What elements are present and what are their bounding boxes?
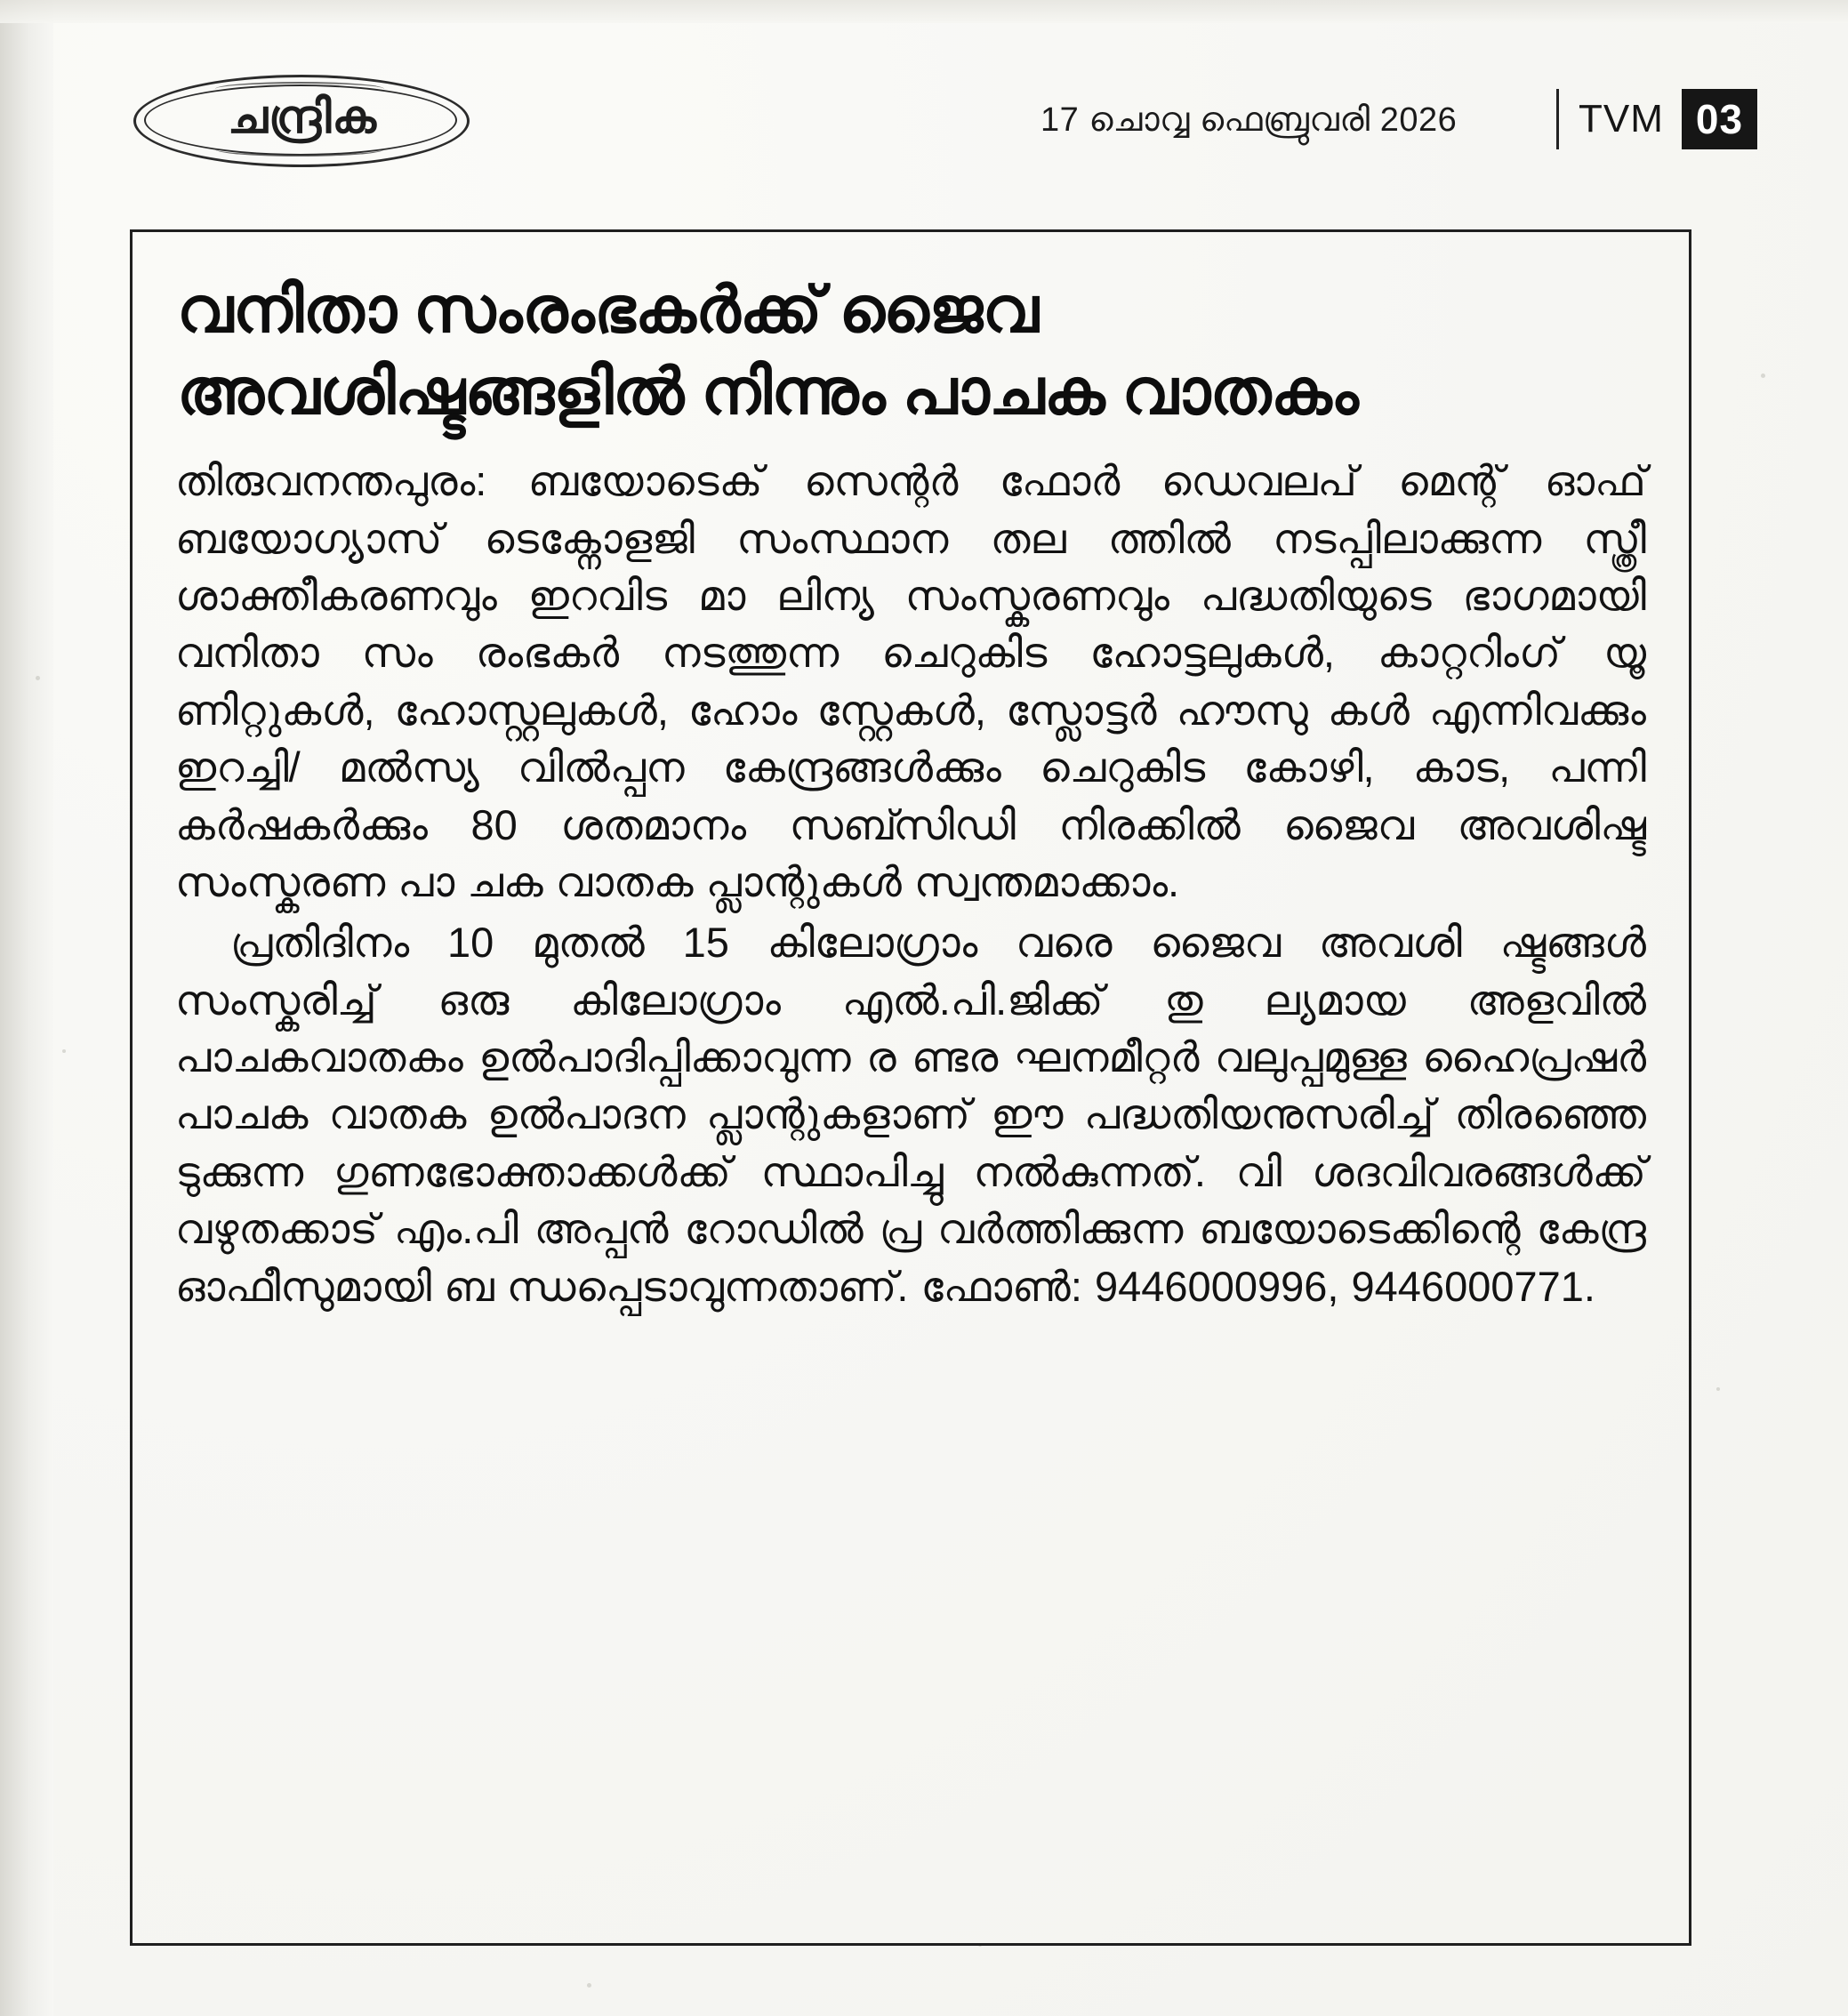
edition-label: TVM	[1579, 97, 1664, 141]
article-paragraph: പ്രതിദിനം 10 മുതൽ 15 കിലോഗ്രാം വരെ ജൈവ അവശി ഷ്ടങ്ങൾ സംസ്കരിച്ച് ഒരു കിലോഗ്രാം എൽ.പി.ജിക്ക് തു ല്യമായ അളവിൽ പാചകവാതകം ഉൽപാദിപ്പിക്കാവുന്ന ര ണ്ടര ഘനമീറ്റർ വലുപ്പമുള്ള ഹൈപ്രഷർ പാചക വാതക ഉൽപാദന പ്ലാന്റുകളാണ് ഈ പദ്ധതിയനുസരിച്ച് തിരഞ്ഞെ ടുക്കുന്ന ഗുണഭോക്താക്കൾക്ക് സ്ഥാപിച്ചു നൽകുന്നത്. വി ശദവിവരങ്ങൾക്ക് വഴുതക്കാട് എം.പി അപ്പൻ റോഡിൽ പ്ര വർത്തിക്കുന്ന ബയോടെക്കിന്റെ കേന്ദ്ര ഓഫീസുമായി ബ ന്ധപ്പെടാവുന്നതാണ്. ഫോൺ: 9446000996, 9446000771.	[175, 919, 1646, 1310]
scan-speck	[1716, 1387, 1720, 1391]
article-paragraph: തിരുവനന്തപുരം: ബയോടെക് സെന്റർ ഫോർ ഡെവലപ് മെന്റ് ഓഫ് ബയോഗ്യാസ് ടെക്നോളജി സംസ്ഥാന തല ത്തിൽ നടപ്പിലാക്കുന്ന സ്ത്രീ ശാക്തീകരണവും ഇറവിട മാ ലിന്യ സംസ്കരണവും പദ്ധതിയുടെ ഭാഗമായി വനിതാ സം രംഭകർ നടത്തുന്ന ചെറുകിട ഹോട്ടലുകൾ, കാറ്ററിംഗ് യൂ ണിറ്റുകൾ, ഹോസ്റ്റലുകൾ, ഹോം സ്റ്റേകൾ, സ്ലോട്ടർ ഹൗസു കൾ എന്നിവക്കും ഇറച്ചി/ മൽസ്യ വിൽപ്പന കേന്ദ്രങ്ങൾക്കും ചെറുകിട കോഴി, കാട, പന്നി കർഷകർക്കും 80 ശതമാനം സബ്സിഡി നിരക്കിൽ ജൈവ അവശിഷ്ട സംസ്കരണ പാ ചക വാതക പ്ലാന്റുകൾ സ്വന്തമാക്കാം.	[175, 457, 1646, 905]
article-body	[172, 453, 1650, 1315]
masthead	[125, 69, 1744, 167]
article-container	[130, 229, 1691, 1946]
scan-speck	[62, 1049, 66, 1053]
scan-speck	[36, 676, 40, 680]
publication-logo	[133, 69, 471, 167]
scan-edge-left	[0, 0, 53, 2016]
page-number-badge: 03	[1682, 89, 1757, 149]
publication-name: ചന്ദ്രിക	[228, 92, 377, 143]
headline-line-1: വനിതാ സംരംഭകർക്ക് ജൈവ	[177, 275, 1039, 346]
date-line: 17 ചൊവ്വ ഫെബ്രുവരി 2026	[1041, 101, 1458, 139]
scan-edge-top	[0, 0, 1848, 23]
article-headline	[172, 269, 1650, 433]
scan-speck	[1761, 373, 1765, 378]
edition-block	[1556, 89, 1757, 149]
scan-speck	[587, 1983, 591, 1988]
article-content	[172, 269, 1650, 1319]
edition-divider	[1556, 89, 1559, 149]
headline-line-2: അവശിഷ്ടങ്ങളിൽ നിന്നും പാചക വാതകം	[177, 357, 1359, 429]
